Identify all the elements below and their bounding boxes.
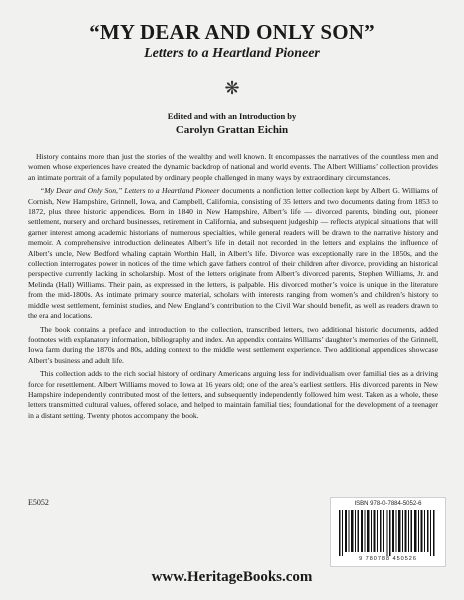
- ornament-icon: ❋: [224, 78, 240, 98]
- barcode-icon: [339, 510, 437, 556]
- publisher-url[interactable]: www.HeritageBooks.com: [151, 569, 313, 585]
- blurb-paragraph: [28, 186, 438, 321]
- isbn-number: ISBN 978-0-7884-5052-6: [354, 501, 422, 507]
- isbn-barcode: [330, 497, 446, 567]
- book-title-italic: “My Dear and Only Son,” Letters to a Heartland Pioneer: [40, 186, 220, 196]
- barcode-digits: 9 780788 450526: [359, 556, 417, 562]
- stock-code: E5052: [28, 498, 49, 507]
- blurb: [28, 152, 438, 424]
- editor-name: Carolyn Grattan Eichin: [175, 124, 289, 136]
- edited-by-line: Edited and with an Introduction by: [167, 111, 297, 121]
- blurb-paragraph-text: documents a nonfiction letter collection kept by Albert G. Williams of Cornish, New Hampshire, Grinnell, Iowa, and Campbell, California, consisting of 35 letters and two documents dating from 1853 to 1872, plus three historic appendices. Born in 1840 in New Hampshire, Albert’s life — divorced parents, binding out, pioneer settlement, nursery and orchard businesses, retirement in California, and subsequent judgeship — reflects atypical situations that will garner interest among academic historians of numerous specialties, while general readers will be drawn to the narrative history and memoir. A comprehensive introduction delineates Albert’s life in detail not recorded in the letters and explains the influence of Albert’s uncle, New Bedford whaling captain Worthin Hall, in Albert’s life. Divorce was exceptionally rare in the 1850s, and the collection interrogates power in notices of the time which gave fathers control of their children after divorce, providing an historical perspective currently lacking in scholarship. Most of the letters originate from Albert’s divorced parents, Stephen Williams, Jr. and Melinda (Hall) Williams. Their pain, as expressed in the letters, is palpable. His divorced mother’s voice is unique in the literature from the mid-1800s. As intimate primary source material, scholars with interests ranging from women’s and children’s history to middle west settlement, feminist studies, and New England’s contribution to the Civil War should benefit, as well as readers drawn to the era and locations.: [28, 186, 438, 321]
- book-subtitle: Letters to a Heartland Pioneer: [144, 46, 320, 61]
- book-title: “MY DEAR AND ONLY SON”: [89, 20, 375, 44]
- blurb-paragraph: History contains more than just the stories of the wealthy and well known. It encompasses the narratives of the countless men and women whose experiences have created the dynamic backdrop of national and world events. The Albert Williams’ collection provides an intimate portrait of a family populated by ordinary people challenged in many ways by extraordinary circumstances.: [28, 152, 438, 182]
- blurb-paragraph: The book contains a preface and introduction to the collection, transcribed letters, two additional historic documents, added footnotes with explanatory information, bibliography and index. An appendix contains Williams’ daughter’s memories of the Grinnell, Iowa farm during the 1870s and 80s, adding context to the middle west settlement experience. Two additional appendices showcase Albert’s business and adult life.: [28, 324, 438, 365]
- blurb-paragraph: This collection adds to the rich social history of ordinary Americans arguing less for individualism over familial ties as a driving force for resettlement. Albert Williams moved to Iowa at 16 years old; one of the area’s earliest settlers. His divorced parents in New Hampshire independently contributed most of the letters, and subsequently independently followed him west. Taken as a whole, these letters transmitted cultural values, offered solace, and helped to maintain familial ties; foundational for the development of a teenager in a distant setting. Twenty photos accompany the book.: [28, 369, 438, 420]
